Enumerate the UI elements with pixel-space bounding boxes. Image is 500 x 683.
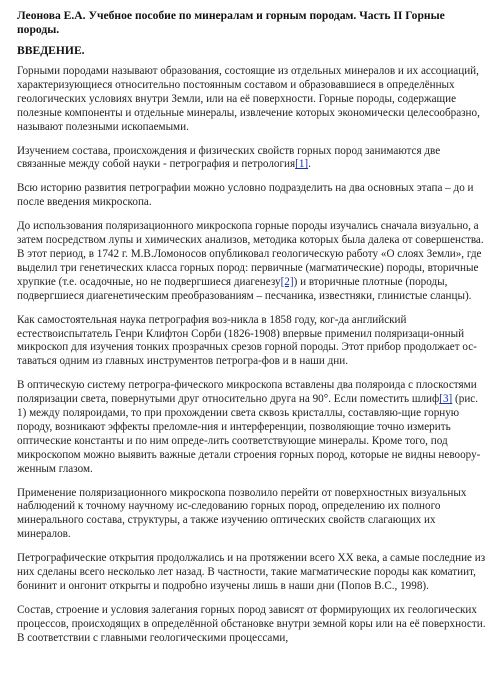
paragraph-2: [17, 145, 487, 173]
section-heading: ВВЕДЕНИЕ.: [17, 44, 85, 57]
document-title: Леонова Е.А. Учебное пособие по минералам и горным породам. Часть II Горные породы.: [17, 9, 445, 36]
paragraph-9: Состав, строение и условия залегания горных пород зависят от формирующих их геологических процессов, происходящих в определённой обстановке внутри земной коры или на её поверхности. В соответствии с главными геологическими процессами,: [17, 603, 486, 644]
paragraph-7: Применение поляризационного микроскопа позволило перейти от поверхностных визуальных наблюдений к точному научному ис-следованию горных пород, определению их полного минерального состава, структуры, а также изучению оптических свойств слагающих их минералов.: [17, 486, 467, 541]
paragraph-4: [17, 220, 487, 303]
document-page: [17, 9, 487, 656]
paragraph-5: Как самостоятельная наука петрография воз-никла в 1858 году, ког-да английский естествоиспытатель Генри Клифтон Сорби (1826-1908) впервые применил поляризаци-онный микроскоп для изучения тонких прозрачных срезов горной породы. Этот прибор продолжает ос-таваться одним из главных инструментов петрогра-фов и в наши дни.: [17, 313, 477, 368]
paragraph-2-text-after: .: [308, 158, 311, 171]
paragraph-6: [17, 379, 487, 476]
paragraph-1: Горными породами называют образования, состоящие из отдельных минералов и их ассоциаций, характеризующиеся относительно постоянным составом и образовавшиеся в определённых геологических условиях внутри Земли, или на её поверхности. Горные породы, содержащие полезные компоненты и отдельные минералы, извлечение которых экономически целесообразно, называют полезными ископаемыми.: [17, 65, 480, 133]
footnote-link-3[interactable]: [3]: [439, 393, 453, 406]
paragraph-4-text-before: До использования поляризационного микроскопа горные породы изучались сначала визуально, а затем посредством лупы и химических анализов, методика которых была далека от совершенства. В этот период, в 1742 г. М.В.Ломоносов опубликовал геологическую работу «О слоях Земли», где выделил три генетических класса горных пород: первичные (магматические) породы, вторичные хрупкие (т.е. осадочные, но не подвергшиеся диагенезу: [17, 220, 484, 288]
paragraph-6-text-before: В оптическую систему петрогра-фического микроскопа вставлены два поляроида с плоскостями поляризации света, повернутыми друг относительно друга на 90°. Если поместить шлиф: [17, 379, 477, 406]
paragraph-2-text-before: Изучением состава, происхождения и физических свойств горных пород занимаются две связанные между собой науки - петрография и петрология: [17, 144, 441, 171]
paragraph-4-text-after: ) и вторичные плотные (породы, подвергшиеся диагенетическим преобразованиям – песчаника, известняки, глинистые сланцы).: [17, 275, 472, 302]
paragraph-6-text-after: (рис. 1) между поляроидами, то при прохождении света сквозь кристаллы, составляю-щие горную породу, возникают эффекты преломле-ния и интерференции, позволяющие точно измерить оптические константы и по ним опреде-лить соответствующие минералы. Кроме того, под микроскопом можно выявить важные детали строения горных пород, которые не видны невоору-женным глазом.: [17, 393, 481, 475]
footnote-link-2[interactable]: [2]: [280, 275, 294, 288]
paragraph-8: Петрографические открытия продолжались и на протяжении всего XX века, а самые последние из них сделаны всего несколько лет назад. В частности, такие магматические породы как коматиит, бонинит и онгонит открыты и подробно изучены лишь в наши дни (Попов В.С., 1998).: [17, 552, 486, 592]
paragraph-3: Всю историю развития петрографии можно условно подразделить на два основных этапа – до и после введения микроскопа.: [17, 182, 474, 209]
footnote-link-1[interactable]: [1]: [295, 158, 309, 171]
